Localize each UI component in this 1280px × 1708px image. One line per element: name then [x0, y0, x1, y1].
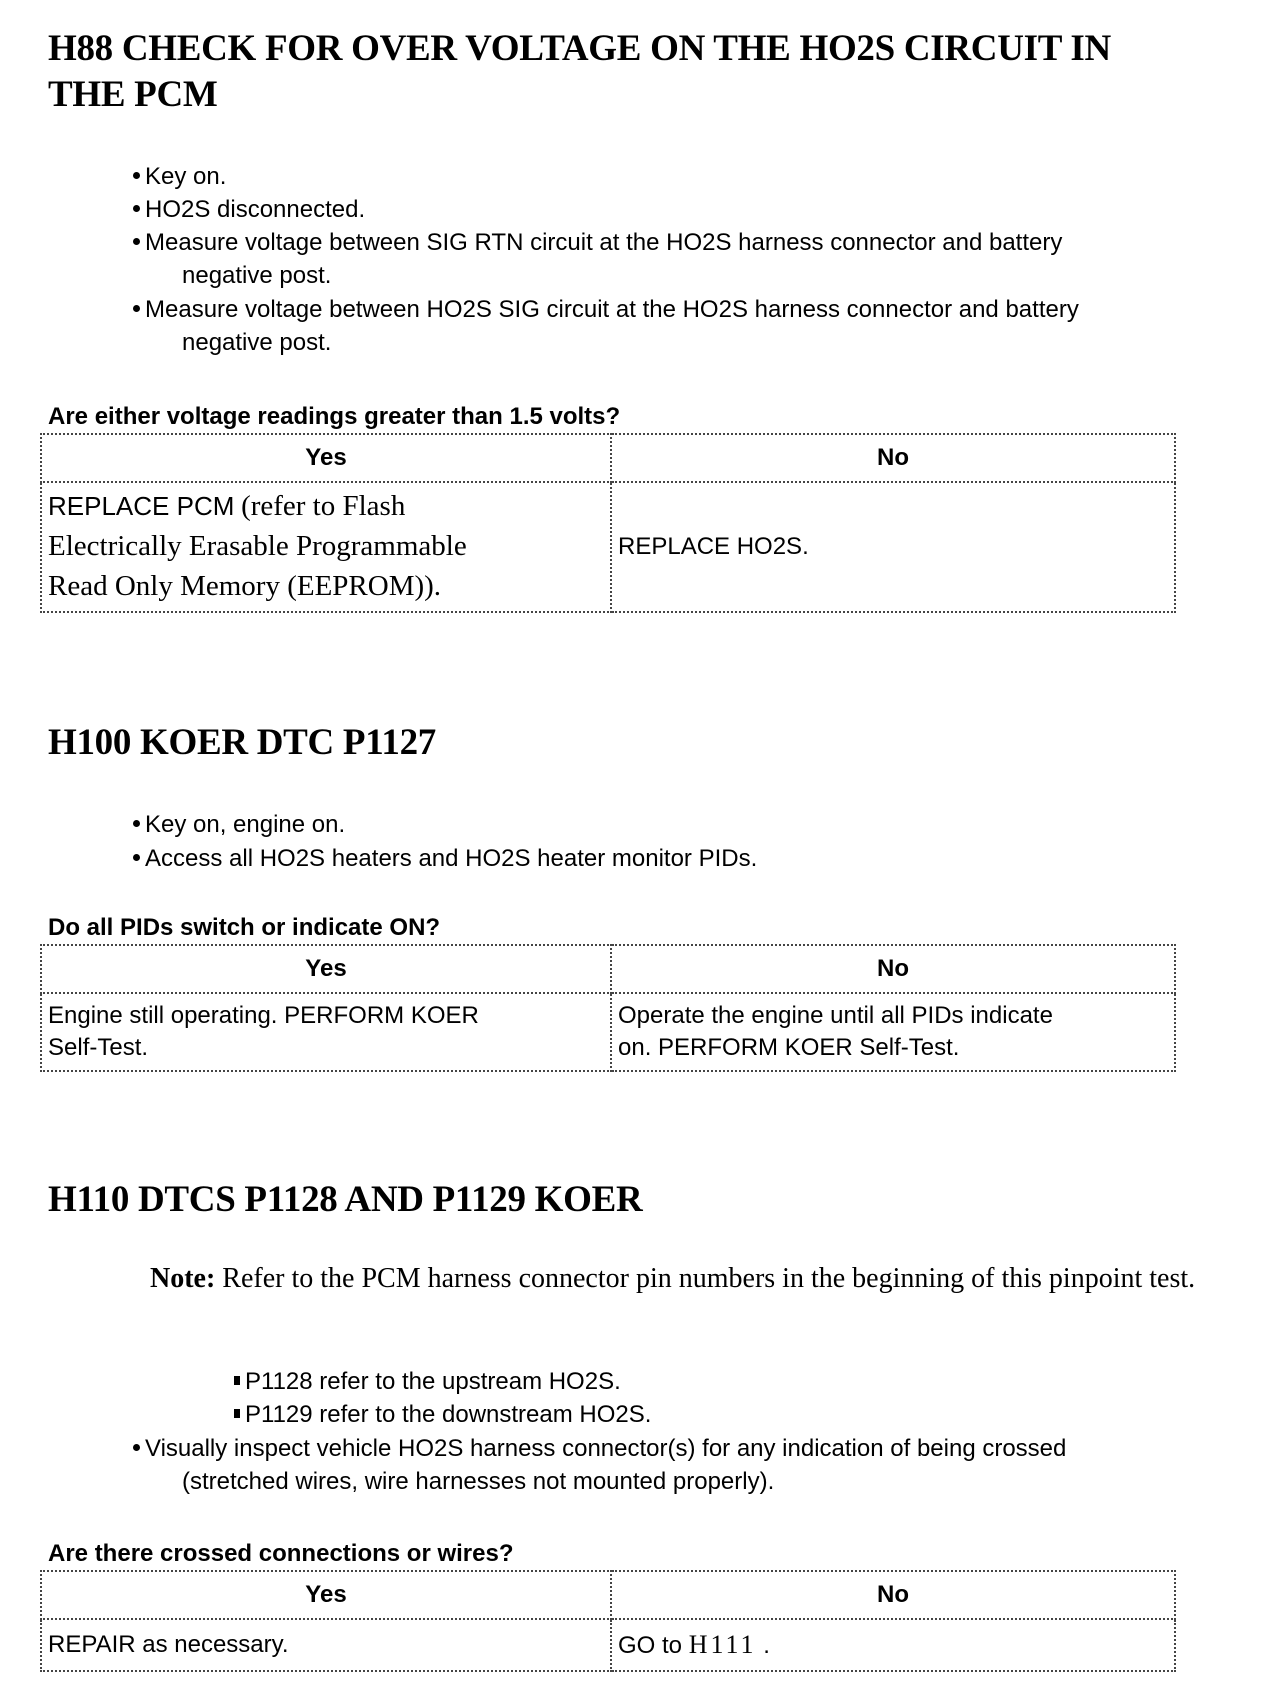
step-continuation: negative post.	[182, 329, 332, 356]
title-line: H88 CHECK FOR OVER VOLTAGE ON THE HO2S CIRCUIT IN	[48, 28, 1111, 69]
cell-yes	[41, 993, 611, 1071]
section-title-h88	[48, 26, 1248, 118]
cell-text: on. PERFORM KOER Self-Test.	[618, 1034, 960, 1061]
header-yes: Yes	[41, 434, 611, 482]
question-h88: Are either voltage readings greater than 1.5 volts?	[48, 403, 621, 430]
bullet-icon	[133, 205, 140, 212]
note-label: Note:	[150, 1263, 216, 1294]
answer-table-h88	[40, 433, 1176, 613]
header-no: No	[611, 1571, 1175, 1619]
answer-table-h110	[40, 1570, 1176, 1672]
cell-text: Operate the engine until all PIDs indicate	[618, 1002, 1053, 1029]
cell-text: Self-Test.	[48, 1034, 149, 1061]
question-h110: Are there crossed connections or wires?	[48, 1540, 514, 1567]
step-text: P1128 refer to the upstream HO2S.	[245, 1368, 621, 1395]
step-text: Key on.	[145, 163, 227, 190]
cell-text: .	[756, 1631, 770, 1659]
step-item	[133, 160, 226, 193]
header-yes: Yes	[41, 945, 611, 993]
header-no: No	[611, 434, 1175, 482]
reference-text: Read Only Memory (EEPROM)).	[48, 570, 442, 602]
step-item	[133, 1432, 1066, 1465]
reference-text: (refer to Flash	[241, 490, 406, 522]
go-to-h111-link[interactable]: H111	[688, 1629, 757, 1659]
section-title-h110: H110 DTCS P1128 AND P1129 KOER	[48, 1179, 643, 1220]
step-text: Measure voltage between SIG RTN circuit at the HO2S harness connector and battery	[145, 229, 1063, 256]
sub-step-item	[234, 1365, 621, 1398]
step-text: Visually inspect vehicle HO2S harness connector(s) for any indication of being crossed	[145, 1435, 1067, 1462]
action-text: REPLACE PCM	[48, 491, 235, 521]
cell-yes: REPAIR as necessary.	[41, 1619, 611, 1671]
cell-text: GO to	[618, 1631, 689, 1659]
cell-text: Engine still operating. PERFORM KOER	[48, 1002, 479, 1029]
cell-no: REPLACE HO2S.	[611, 482, 1175, 612]
header-no: No	[611, 945, 1175, 993]
sub-step-item	[234, 1398, 651, 1431]
cell-no	[611, 1619, 1175, 1671]
bullet-icon	[133, 854, 140, 861]
step-text: Key on, engine on.	[145, 811, 346, 838]
note-text: Refer to the PCM harness connector pin numbers in the beginning of this pinpoint test.	[215, 1263, 1196, 1294]
section-title-h100: H100 KOER DTC P1127	[48, 722, 436, 763]
title-line: THE PCM	[48, 74, 218, 115]
step-text: HO2S disconnected.	[145, 196, 366, 223]
cell-yes	[41, 482, 611, 612]
step-item	[133, 193, 365, 226]
question-h100: Do all PIDs switch or indicate ON?	[48, 914, 441, 941]
step-item	[133, 842, 757, 875]
reference-text: Electrically Erasable Programmable	[48, 530, 467, 562]
step-text: Measure voltage between HO2S SIG circuit at the HO2S harness connector and battery	[145, 296, 1079, 323]
bullet-icon	[133, 172, 140, 179]
answer-table-h100	[40, 944, 1176, 1072]
step-item	[133, 293, 1079, 326]
bullet-icon	[133, 1444, 140, 1451]
bullet-icon	[133, 820, 140, 827]
step-text: P1129 refer to the downstream HO2S.	[245, 1401, 652, 1428]
bullet-icon	[133, 305, 140, 312]
square-bullet-icon	[234, 1409, 240, 1418]
cell-no	[611, 993, 1175, 1071]
bullet-icon	[133, 238, 140, 245]
step-continuation: negative post.	[182, 262, 332, 289]
note	[150, 1260, 1230, 1298]
square-bullet-icon	[234, 1376, 240, 1385]
step-item	[133, 226, 1062, 259]
step-continuation: (stretched wires, wire harnesses not mounted properly).	[182, 1468, 775, 1495]
header-yes: Yes	[41, 1571, 611, 1619]
step-text: Access all HO2S heaters and HO2S heater monitor PIDs.	[145, 845, 758, 872]
step-item	[133, 808, 345, 841]
